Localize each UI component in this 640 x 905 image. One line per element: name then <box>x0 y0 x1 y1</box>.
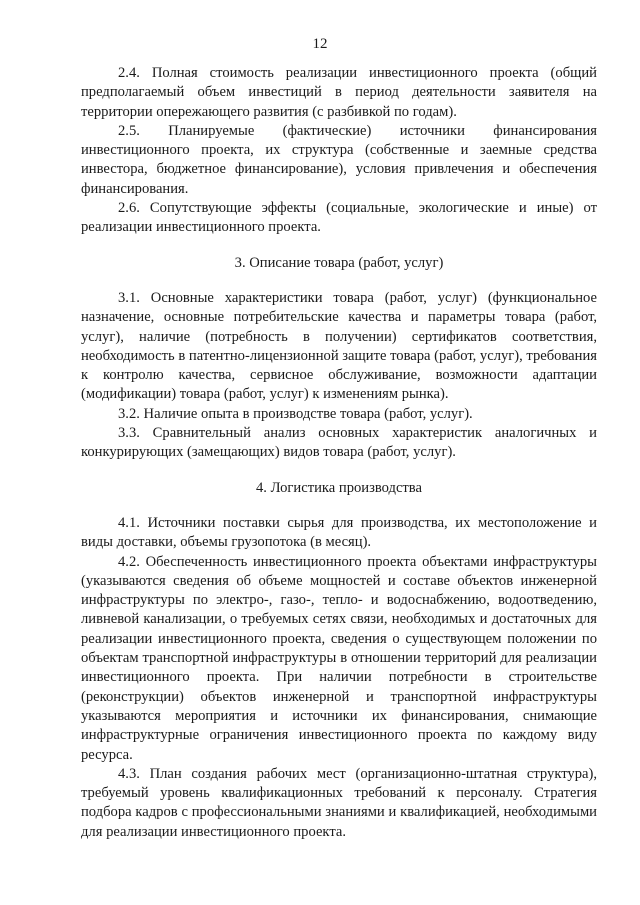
section-heading-3: 3. Описание товара (работ, услуг) <box>234 254 444 271</box>
section-gap <box>81 498 597 514</box>
page-number: 12 <box>312 36 328 52</box>
paragraph-2-4: 2.4. Полная стоимость реализации инвестиционного проекта (общий предполагаемый объем инвестиций в период деятельности заявителя на территории опережающего развития (с разбивкой по годам). <box>81 65 597 120</box>
paragraph-2-5: 2.5. Планируемые (фактические) источники финансирования инвестиционного проекта, их структура (собственные и заемные средства инвестора, бюджетное финансирование), условия привлечения и обеспечения финансирования. <box>81 122 597 197</box>
section-heading-4: 4. Логистика производства <box>256 479 422 496</box>
paragraph-3-1: 3.1. Основные характеристики товара (работ, услуг) (функциональное назначение, основные потребительские качества и параметры товара (работ, услуг), наличие (потребность в получении) сертификатов соответствия, необходимость в патентно-лицензионной защите товара (работ, услуг), требования к контролю качества, сервисное обслуживание, возможности адаптации (модификации) товара (работ, услуг) к изменениям рынка). <box>81 289 597 403</box>
section-gap <box>81 463 597 479</box>
document-body <box>81 64 597 842</box>
paragraph-3-3: 3.3. Сравнительный анализ основных характеристик аналогичных и конкурирующих (замещающих) видов товара (работ, услуг). <box>81 425 597 461</box>
paragraph-2-6: 2.6. Сопутствующие эффекты (социальные, экологические и иные) от реализации инвестиционного проекта. <box>81 200 597 236</box>
section-gap <box>81 238 597 254</box>
paragraph-4-3: 4.3. План создания рабочих мест (организационно-штатная структура), требуемый уровень квалификационных требований к персоналу. Стратегия подбора кадров с профессиональными знаниями и квалификацией, необходимыми для реализации инвестиционного проекта. <box>81 765 597 840</box>
section-gap <box>81 273 597 289</box>
paragraph-4-1: 4.1. Источники поставки сырья для производства, их местоположение и виды доставки, объемы грузопотока (в месяц). <box>81 514 597 551</box>
paragraph-3-2: 3.2. Наличие опыта в производстве товара (работ, услуг). <box>118 405 473 422</box>
paragraph-4-2: 4.2. Обеспеченность инвестиционного проекта объектами инфраструктуры (указываются сведения об объеме мощностей и составе объектов инженерной инфраструктуры по электро-, газо-, тепло- и водоснабжению, водоотведению, ливневой канализации, о требуемых сетях связи, необходимых и достаточных для реализации инвестиционного проекта, сведения о существующем положении по объектам транспортной инфраструктуры в отношении территорий для реализации инвестиционного проекта. При наличии потребности в строительстве (реконструкции) объектов инженерной и транспортной инфраструктуры указываются мероприятия и источники их финансирования, снимающие инфраструктурные ограничения инвестиционного проекта по каждому виду ресурса. <box>81 553 597 763</box>
